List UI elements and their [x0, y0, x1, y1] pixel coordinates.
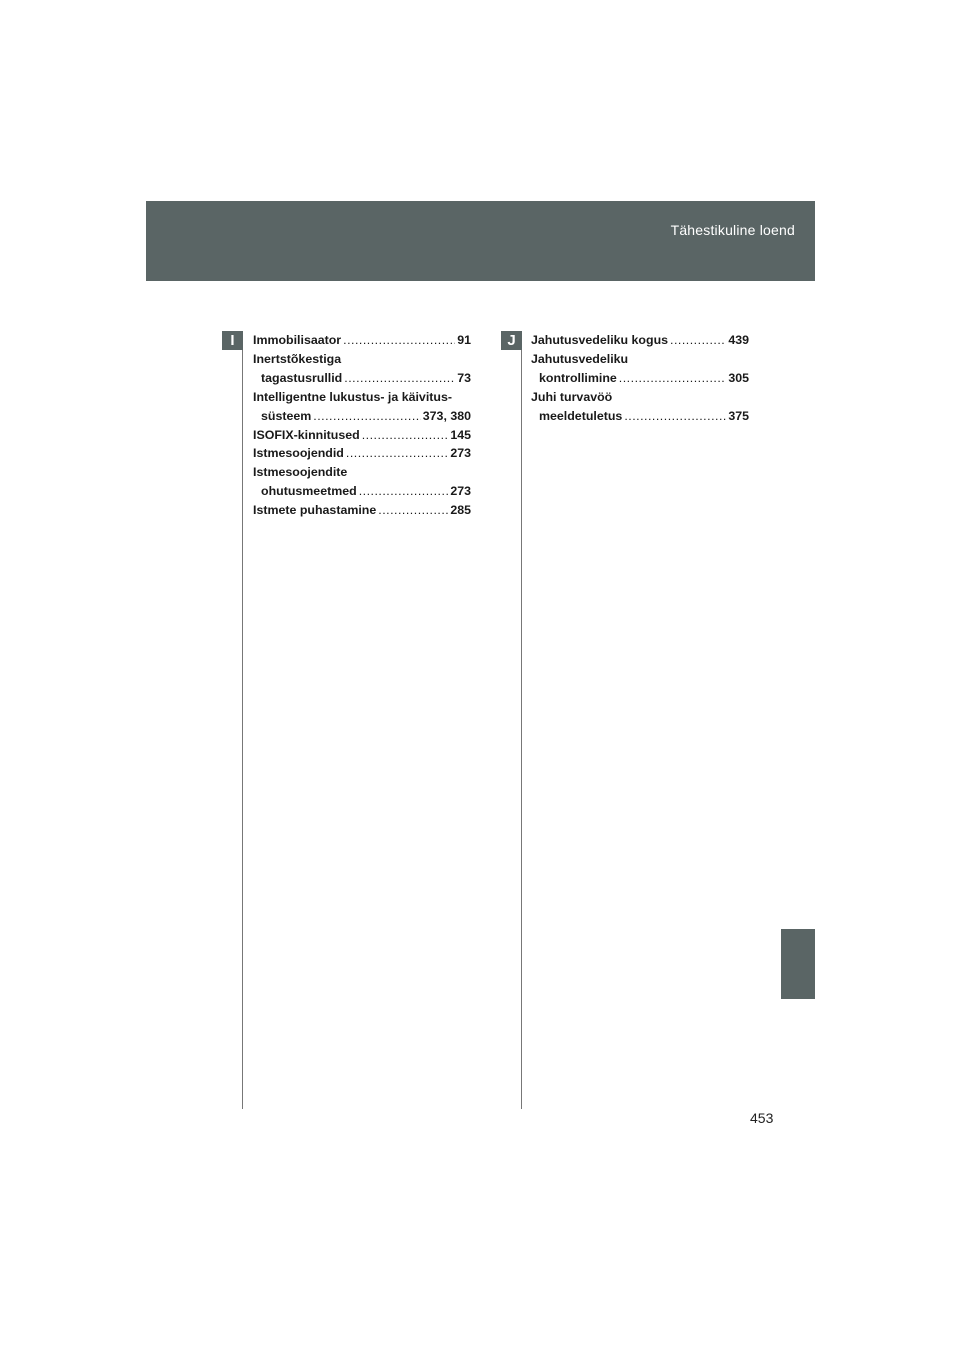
entry-term: ISOFIX-kinnitused — [253, 427, 360, 442]
entry-page-ref[interactable]: 305 — [728, 370, 749, 385]
index-entry — [253, 350, 471, 388]
entry-term: Juhi turvavöö — [531, 389, 613, 404]
index-entry-line — [253, 426, 471, 445]
entry-term: ohutusmeetmed — [261, 484, 357, 499]
dot-leader — [362, 426, 449, 445]
entry-term: Immobilisaator — [253, 333, 342, 347]
index-entry — [531, 331, 749, 350]
index-column-j — [531, 331, 749, 426]
entry-term: Jahutusvedeliku kogus — [531, 333, 669, 347]
index-entry-line — [253, 407, 471, 426]
entry-page-ref[interactable]: 375 — [728, 408, 749, 423]
index-entry-line — [531, 388, 749, 407]
index-entry-line — [531, 350, 749, 369]
page-number: 453 — [750, 1110, 774, 1126]
index-entry — [253, 501, 471, 520]
index-entry — [253, 388, 471, 426]
index-entry-line — [253, 388, 471, 407]
entry-term: süsteem — [261, 408, 312, 423]
dot-leader — [670, 331, 726, 350]
entry-page-ref[interactable]: 439 — [728, 333, 749, 347]
index-entry-line — [531, 369, 749, 388]
dot-leader — [359, 482, 449, 501]
entry-page-ref[interactable]: 373, 380 — [422, 408, 471, 423]
index-column-i — [253, 331, 471, 520]
index-entry-line — [253, 501, 471, 520]
header-band — [146, 201, 815, 281]
index-entry — [253, 463, 471, 501]
column-divider — [242, 332, 243, 1109]
dot-leader — [378, 501, 448, 520]
entry-term: Inertstõkestiga — [253, 351, 342, 366]
index-entry — [253, 331, 471, 350]
dot-leader — [624, 407, 726, 426]
entry-page-ref[interactable]: 273 — [450, 484, 471, 499]
entry-term: Jahutusvedeliku — [531, 351, 629, 366]
entry-term: Istmesoojendid — [253, 446, 344, 461]
entry-page-ref[interactable]: 273 — [450, 446, 471, 461]
dot-leader — [346, 444, 448, 463]
entry-term: kontrollimine — [539, 370, 617, 385]
index-entry-line — [253, 444, 471, 463]
entry-page-ref[interactable]: 145 — [450, 427, 471, 442]
index-entry — [531, 350, 749, 388]
index-entry-line — [253, 350, 471, 369]
letter-marker-i: I — [222, 331, 243, 350]
index-entry-line — [531, 331, 749, 350]
letter-marker-j: J — [501, 331, 522, 350]
entry-term: Istmesoojendite — [253, 465, 348, 480]
index-entry-line — [253, 369, 471, 388]
index-entry — [253, 426, 471, 445]
entry-page-ref[interactable]: 285 — [450, 503, 471, 518]
dot-leader — [343, 331, 455, 350]
index-entry-line — [253, 331, 471, 350]
section-tab — [781, 929, 815, 999]
entry-page-ref[interactable]: 91 — [457, 333, 471, 347]
index-entry-line — [253, 482, 471, 501]
entry-term: Intelligentne lukustus- ja käivitus- — [253, 389, 452, 404]
dot-leader — [619, 369, 727, 388]
index-entry — [531, 388, 749, 426]
index-entry-line — [531, 407, 749, 426]
entry-term: tagastusrullid — [261, 370, 343, 385]
index-entry-line — [253, 463, 471, 482]
index-entry — [253, 444, 471, 463]
entry-term: meeldetuletus — [539, 408, 623, 423]
column-divider — [521, 332, 522, 1109]
dot-leader — [313, 407, 420, 426]
dot-leader — [344, 369, 455, 388]
entry-term: Istmete puhastamine — [253, 503, 377, 518]
entry-page-ref[interactable]: 73 — [457, 370, 471, 385]
section-title: Tähestikuline loend — [670, 222, 795, 238]
